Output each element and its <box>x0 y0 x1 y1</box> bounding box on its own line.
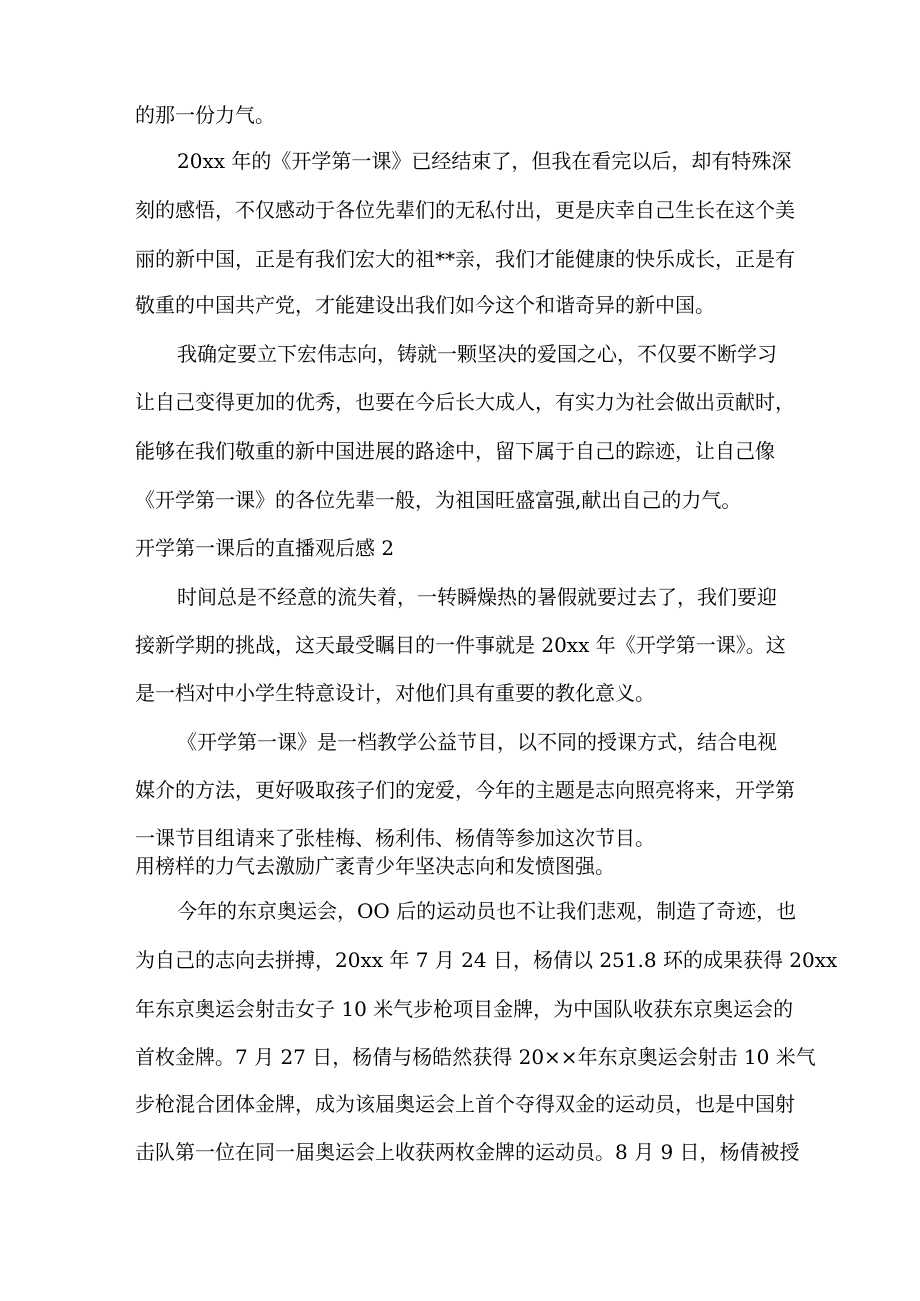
text-line: 今年的东京奥运会，OO 后的运动员也不让我们悲观，制造了奇迹，也 <box>177 899 797 923</box>
text-line: 让自己变得更加的优秀，也要在今后长大成人，有实力为社会做出贡献时， <box>135 390 795 414</box>
text-line: 的那一份力气。 <box>135 103 275 127</box>
text-line: 为自己的志向去拼搏，20xx 年 7 月 24 日，杨倩以 251.8 环的成果获得 20xx <box>135 948 838 972</box>
text-line: 20xx 年的《开学第一课》已经结束了，但我在看完以后，却有特殊深 <box>177 149 792 173</box>
text-line: 击队第一位在同一届奥运会上收获两枚金牌的运动员。8 月 9 日，杨倩被授 <box>135 1140 800 1164</box>
text-line: 是一档对中小学生特意设计，对他们具有重要的教化意义。 <box>135 681 655 705</box>
text-line: 一课节目组请来了张桂梅、杨利伟、杨倩等参加这次节目。 <box>135 826 655 850</box>
text-line: 《开学第一课》的各位先辈一般，为祖国旺盛富强,献出自己的力气。 <box>135 488 742 512</box>
text-line: 接新学期的挑战，这天最受瞩目的一件事就是 20xx 年《开学第一课》。这 <box>135 633 786 657</box>
text-line: 我确定要立下宏伟志向，铸就一颗坚决的爱国之心，不仅要不断学习 <box>177 342 777 366</box>
text-line: 能够在我们敬重的新中国进展的路途中，留下属于自己的踪迹，让自己像 <box>135 439 775 463</box>
text-line: 首枚金牌。7 月 27 日，杨倩与杨皓然获得 20××年东京奥运会射击 10 米气 <box>135 1045 816 1069</box>
text-line: 《开学第一课》是一档教学公益节目，以不同的授课方式，结合电视 <box>177 730 777 754</box>
text-line: 步枪混合团体金牌，成为该届奥运会上首个夺得双金的运动员，也是中国射 <box>135 1092 795 1116</box>
text-line: 时间总是不经意的流失着，一转瞬燥热的暑假就要过去了，我们要迎 <box>177 585 777 609</box>
text-line: 用榜样的力气去激励广袤青少年坚决志向和发愤图强。 <box>135 854 615 878</box>
section-heading: 开学第一课后的直播观后感 2 <box>135 536 395 560</box>
text-line: 丽的新中国，正是有我们宏大的祖**亲，我们才能健康的快乐成长，正是有 <box>135 247 795 271</box>
text-line: 敬重的中国共产党，才能建设出我们如今这个和谐奇异的新中国。 <box>135 293 715 317</box>
text-line: 媒介的方法，更好吸取孩子们的宠爱，今年的主题是志向照亮将来，开学第 <box>135 778 795 802</box>
text-line: 刻的感悟，不仅感动于各位先辈们的无私付出，更是庆幸自己生长在这个美 <box>135 198 795 222</box>
text-line: 年东京奥运会射击女子 10 米气步枪项目金牌，为中国队收获东京奥运会的 <box>135 997 794 1021</box>
